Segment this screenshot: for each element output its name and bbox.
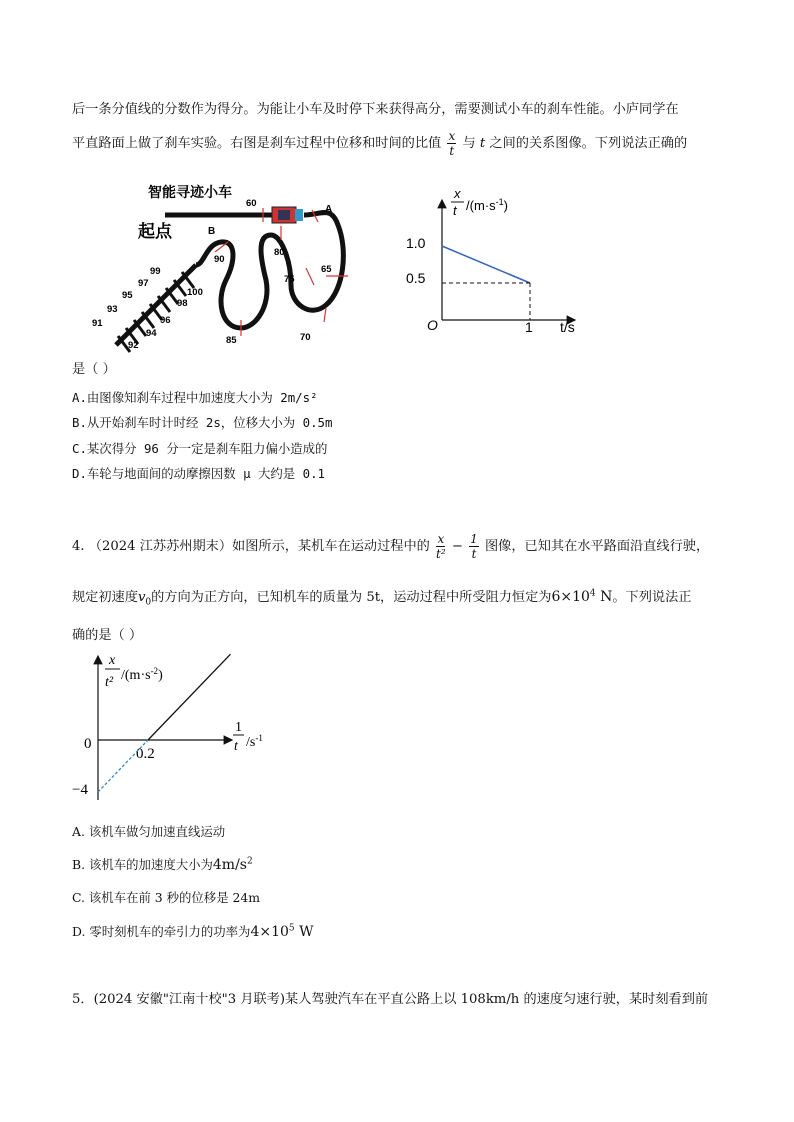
q4-line2-a: 规定初速度 (72, 590, 138, 605)
x-label: t/s (560, 319, 575, 335)
q3-option-a: A.由图像知刹车过程中加速度大小为 2m/s² (72, 390, 318, 405)
tick-x-1: 1 (525, 319, 533, 335)
y-unit: $/(m\cdot s^{-2})$ (121, 666, 163, 683)
intro-line-2-text-b: 与 (462, 136, 476, 151)
y-label-numerator: x (109, 653, 116, 668)
frac-denominator: t² (436, 547, 446, 561)
q4-line-3: 确的是（ ） (72, 628, 143, 643)
data-line-dashed-extension (98, 740, 148, 792)
v0-symbol: v (137, 590, 146, 605)
score-94: 94 (146, 328, 157, 339)
q4-line-2 (72, 586, 691, 608)
q4-dash: − (451, 539, 463, 554)
score-95: 95 (122, 290, 133, 301)
origin-label: 0 (84, 736, 92, 752)
graph-x-t2-vs-1-t (72, 648, 282, 806)
start-label: 起点 (138, 222, 172, 241)
force-value: $6\times 10^4$ N (551, 588, 613, 605)
score-80: 80 (274, 247, 285, 258)
origin-label: O (427, 317, 438, 333)
x-unit: $/s^{-1}$ (246, 733, 263, 750)
y-label-denominator: t (453, 203, 457, 218)
score-100: 100 (187, 287, 203, 298)
tick-y-minus-4: −4 (72, 782, 88, 798)
q4-line-1 (72, 533, 709, 560)
q3-option-c: C.某次得分 96 分一定是刹车阻力偏小造成的 (72, 441, 328, 456)
score-65: 65 (321, 264, 332, 275)
q4-after: 图像，已知其在水平路面沿直线行驶， (485, 539, 710, 554)
y-label-numerator: x (454, 186, 461, 201)
q4-line2-c: 。下列说法正 (612, 590, 692, 605)
q4-fraction-x-t2 (436, 533, 446, 560)
intro-line-2 (72, 130, 687, 157)
score-97: 97 (138, 278, 149, 289)
x-label-denominator: t (234, 739, 238, 754)
point-a-label: A (325, 204, 333, 215)
score-60: 60 (246, 198, 257, 209)
intro-line-2-text-c: 之间的关系图像。下列说法正确的 (489, 136, 688, 151)
intro-line-1: 后一条分值线的分数作为得分。为能让小车及时停下来获得高分，需要测试小车的刹车性能。小庐同学在 (72, 102, 679, 117)
score-91: 91 (92, 318, 103, 329)
q4-option-a: A. 该机车做匀加速直线运动 (72, 824, 226, 839)
score-90: 90 (214, 254, 225, 265)
point-b-label: B (208, 226, 216, 237)
frac-denominator: t (471, 547, 477, 561)
score-70: 70 (300, 332, 311, 343)
frac-numerator: x (448, 129, 456, 143)
tick-y-1: 1.0 (406, 235, 426, 251)
q4-lead: 4. （2024 江苏苏州期末）如图所示，某机车在运动过程中的 (72, 539, 430, 554)
score-85: 85 (226, 335, 237, 346)
score-75: 75 (284, 274, 295, 285)
q3-option-b: B.从开始刹车时计时经 2s，位移大小为 0.5m (72, 415, 333, 430)
frac-numerator: 1 (470, 532, 478, 546)
score-96: 96 (160, 315, 171, 326)
y-label-denominator: t² (105, 675, 114, 690)
intro-line-3: 是（ ） (72, 362, 116, 377)
score-98: 98 (177, 298, 188, 309)
q3-option-d: D.车轮与地面间的动摩擦因数 μ 大约是 0.1 (72, 466, 325, 481)
intro-line-2-t: t (479, 136, 486, 151)
track-illustration (86, 180, 376, 358)
graph-xt-vs-t (400, 180, 600, 340)
q4-fraction-1-t (469, 533, 479, 560)
q4-option-c: C. 该机车在前 3 秒的位移是 24m (72, 890, 261, 905)
track-title: 智能寻迹小车 (148, 184, 232, 200)
tick-y-2: 0.5 (406, 270, 426, 286)
x-label-numerator: 1 (235, 720, 242, 735)
data-line (442, 246, 530, 283)
frac-numerator: x (437, 532, 445, 546)
y-unit: $/(m\cdot s^{-1})$ (466, 197, 508, 213)
xt-fraction (447, 130, 456, 157)
q5-line-1: 5．(2024 安徽"江南十校"3 月联考)某人驾驶汽车在平直公路上以 108km/h 的速度匀速行驶，某时刻看到前 (72, 992, 709, 1007)
v0-subscript: 0 (145, 597, 152, 608)
score-93: 93 (107, 304, 118, 315)
q4-line2-b: 的方向为正方向，已知机车的质量为 5t，运动过程中所受阻力恒定为 (151, 590, 552, 605)
tick-x-0-2: 0.2 (136, 746, 155, 762)
score-99: 99 (150, 266, 161, 277)
q4-option-d: D. 零时刻机车的牵引力的功率为$4\times 10^5$ W (72, 923, 314, 940)
q4-option-b: B. 该机车的加速度大小为$4m/s^2$ (72, 856, 253, 873)
frac-denominator: t (449, 144, 455, 158)
intro-line-2-text-a: 平直路面上做了刹车实验。右图是刹车过程中位移和时间的比值 (72, 136, 442, 151)
score-92: 92 (128, 340, 139, 351)
car-icon (272, 207, 303, 223)
